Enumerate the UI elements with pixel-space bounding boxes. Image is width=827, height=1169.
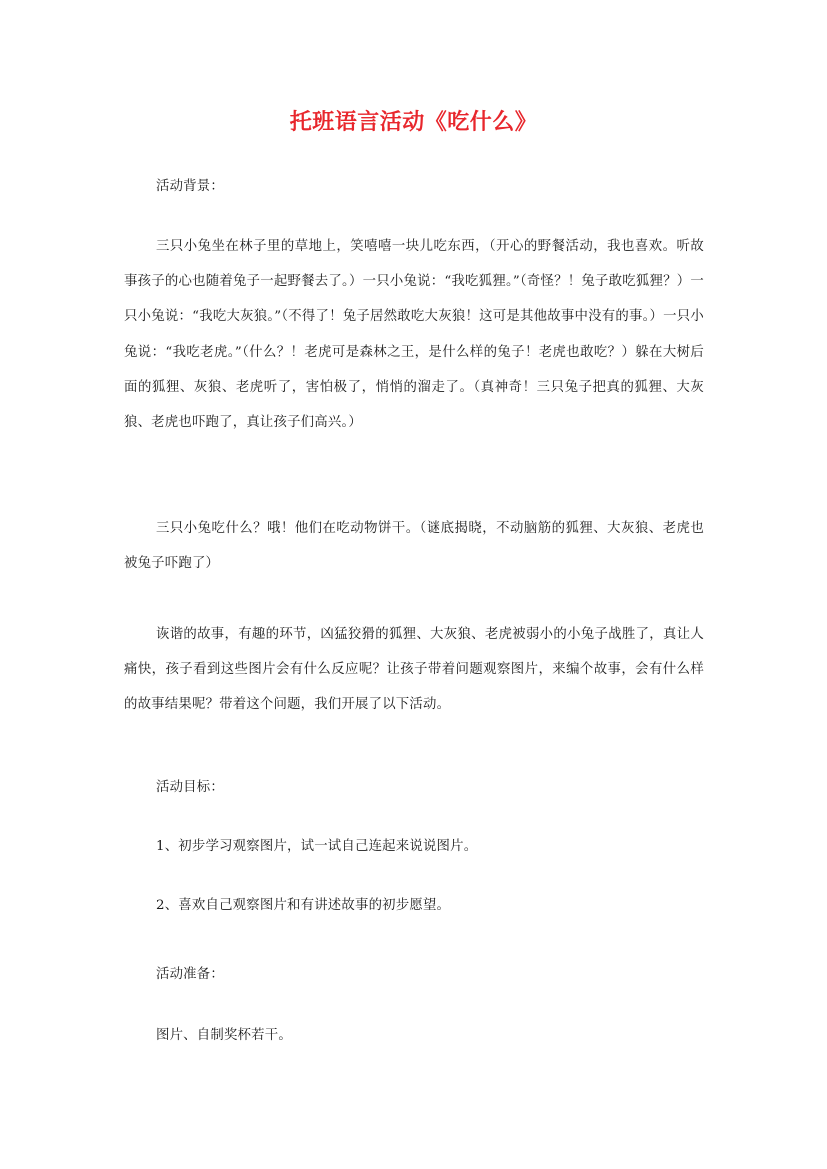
background-paragraph-3: 诙谐的故事，有趣的环节，凶猛狡猾的狐狸、大灰狼、老虎被弱小的小兔子战胜了，真让人痛快，孩子看到这些图片会有什么反应呢？让孩子带着问题观察图片，来编个故事，会有什么样的故事结果呢？带着这个问题，我们开展了以下活动。 — [124, 627, 704, 713]
background-paragraph-1: 三只小兔坐在林子里的草地上，笑嘻嘻一块儿吃东西，（开心的野餐活动，我也喜欢。听故事孩子的心也随着兔子一起野餐去了。）一只小兔说：“我吃狐狸。”（奇怪？！兔子敢吃狐狸？）一只小兔说：“我吃大灰狼。”（不得了！兔子居然敢吃大灰狼！这可是其他故事中没有的事。）一只小兔说：“我吃老虎。”（什么？！老虎可是森林之王，是什么样的兔子！老虎也敢吃？）躲在大树后面的狐狸、灰狼、老虎听了，害怕极了，悄悄的溜走了。（真神奇！三只兔子把真的狐狸、大灰狼、老虎也吓跑了，真让孩子们高兴。） — [124, 239, 704, 431]
document-title: 托班语言活动《吃什么》 — [289, 109, 538, 135]
background-paragraph-2: 三只小兔吃什么？哦！他们在吃动物饼干。（谜底揭晓，不动脑筋的狐狸、大灰狼、老虎也被兔子吓跑了） — [124, 521, 704, 572]
preparation-item-1: 图片、自制奖杯若干。 — [156, 1028, 292, 1043]
goal-item-2: 2、喜欢自己观察图片和有讲述故事的初步愿望。 — [156, 898, 451, 913]
section-heading-preparation: 活动准备： — [156, 967, 224, 982]
goal-item-1: 1、初步学习观察图片，试一试自己连起来说说图片。 — [156, 839, 478, 854]
section-heading-goals: 活动目标： — [156, 780, 224, 795]
section-heading-background: 活动背景： — [156, 179, 224, 194]
